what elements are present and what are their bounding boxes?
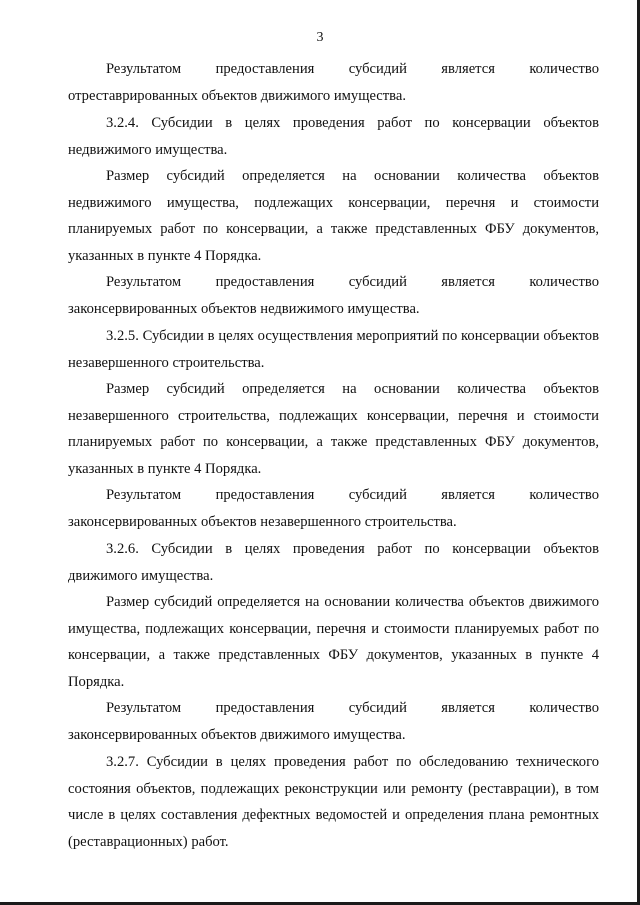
page-number: 3 <box>316 30 324 45</box>
clause-3-2-4: 3.2.4. Субсидии в целях проведения работ по консервации объектов недвижимого имущества. <box>68 115 599 158</box>
clause-3-2-6: 3.2.6. Субсидии в целях проведения работ по консервации объектов движимого имущества. <box>68 541 599 584</box>
paragraph-result-restored-movable: Результатом предоставления субсидий является количество отреставрированных объектов движимого имущества. <box>68 61 599 104</box>
paragraph-result-conserved-unfinished: Результатом предоставления субсидий является количество законсервированных объектов незавершенного строительства. <box>68 487 599 530</box>
paragraph-result-conserved-immovable: Результатом предоставления субсидий является количество законсервированных объектов недвижимого имущества. <box>68 274 599 317</box>
paragraph-size-movable: Размер субсидий определяется на основании количества объектов движимого имущества, подлежащих консервации, перечня и стоимости планируемых работ по консервации, а также представленных ФБУ документов, указанных в пункте 4 Порядка. <box>68 594 599 690</box>
clause-3-2-7: 3.2.7. Субсидии в целях проведения работ по обследованию технического состояния объектов, подлежащих реконструкции или ремонту (реставрации), в том числе в целях составления дефектных ведомостей и определения плана ремонтных (реставрационных) работ. <box>68 754 599 850</box>
paragraph-size-immovable: Размер субсидий определяется на основании количества объектов недвижимого имущества, подлежащих консервации, перечня и стоимости планируемых работ по консервации, а также представленных ФБУ документов, указанных в пункте 4 Порядка. <box>68 168 599 264</box>
paragraph-size-unfinished: Размер субсидий определяется на основании количества объектов незавершенного строительства, подлежащих консервации, перечня и стоимости планируемых работ по консервации, а также представленных ФБУ документов, указанных в пункте 4 Порядка. <box>68 381 599 477</box>
paragraph-result-conserved-movable: Результатом предоставления субсидий является количество законсервированных объектов движимого имущества. <box>68 700 599 743</box>
document-body <box>68 56 599 855</box>
clause-3-2-5: 3.2.5. Субсидии в целях осуществления мероприятий по консервации объектов незавершенного строительства. <box>68 328 599 371</box>
